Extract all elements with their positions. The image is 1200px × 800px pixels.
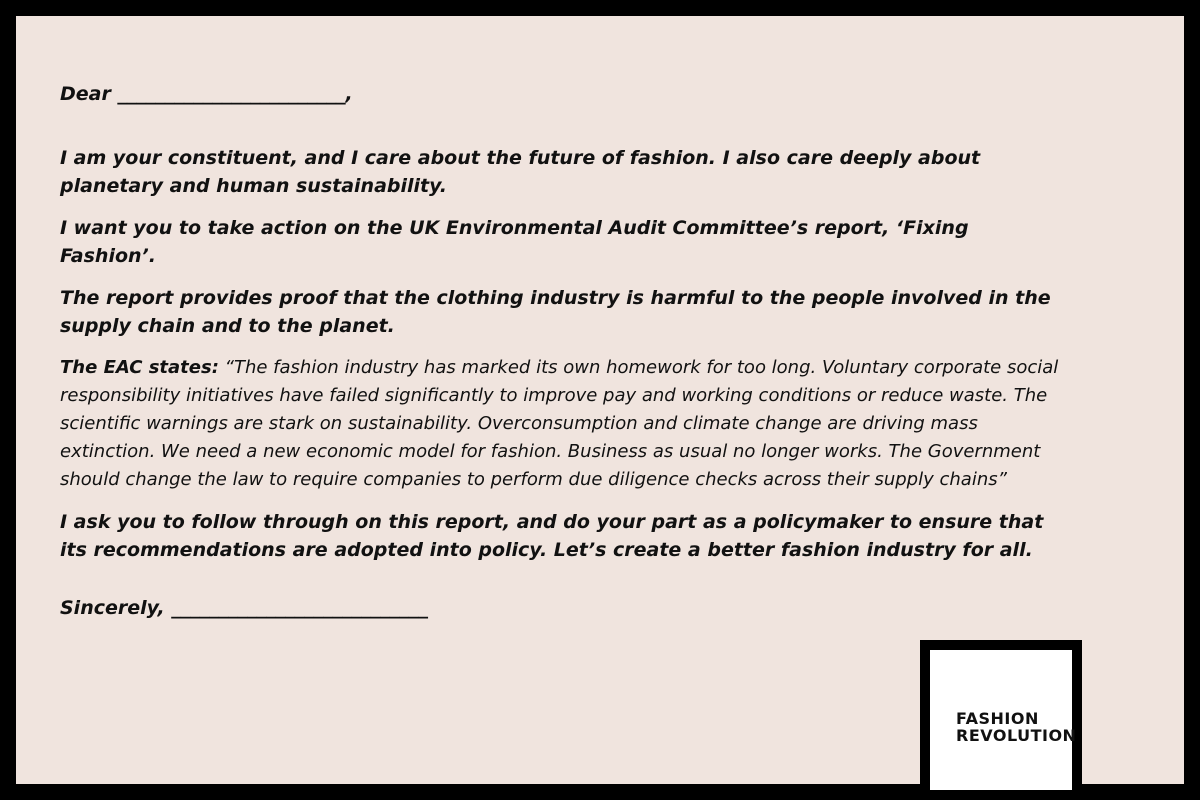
letter-signoff: Sincerely, ___________________________: [60, 597, 428, 619]
eac-states-label: The EAC states:: [60, 357, 219, 378]
letter-body: [60, 80, 1060, 622]
eac-quote-text: “The fashion industry has marked its own homework for too long. Voluntary corporate social responsibility initiatives have failed significantly to improve pay and working conditions or reduce waste. The scientific warnings are stark on sustainability. Overconsumption and climate change are driving mass extinction. We need a new economic model for fashion. Business as usual no longer works. The Government should change the law to require companies to perform due diligence checks across their supply chains”: [60, 357, 1059, 490]
paragraph-report-proof: The report provides proof that the clothing industry is harmful to the people involved in the supply chain and to the planet.: [60, 287, 1051, 337]
logo-line-revolution: REVOLUTION: [956, 726, 1077, 745]
paragraph-eac-quote: [60, 354, 1060, 494]
fashion-revolution-logo: [920, 640, 1082, 790]
paragraph-take-action: I want you to take action on the UK Environmental Audit Committee’s report, ‘Fixing Fashion’.: [60, 217, 969, 267]
paragraph-follow-through: I ask you to follow through on this report, and do your part as a policymaker to ensure that its recommendations are adopted into policy. Let’s create a better fashion industry for all.: [60, 511, 1044, 561]
paragraph-constituent: I am your constituent, and I care about the future of fashion. I also care deeply about planetary and human sustainability.: [60, 147, 981, 197]
logo-text: [956, 710, 1076, 744]
letter-greeting: Dear ________________________,: [60, 83, 353, 105]
logo-inner-square: [930, 650, 1077, 790]
logo-line-fashion: FASHION: [956, 709, 1039, 728]
